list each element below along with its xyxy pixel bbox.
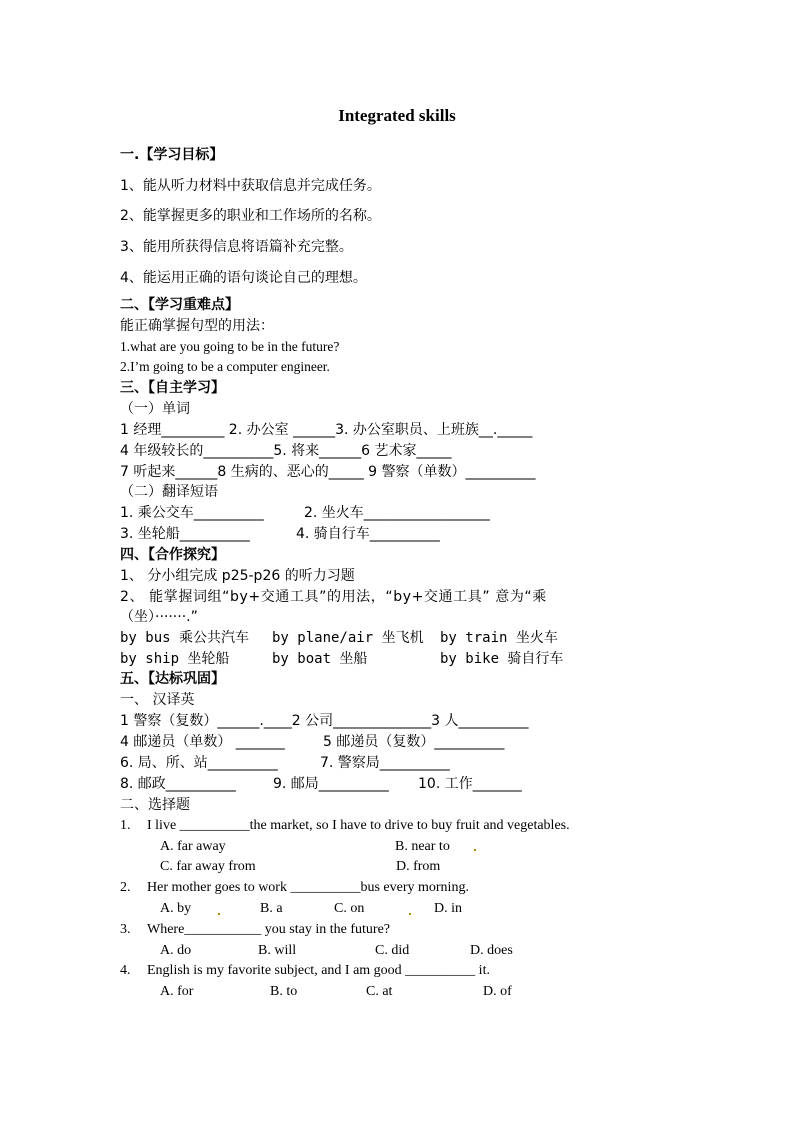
goal-item-2: 2、能掌握更多的职业和工作场所的名称。 [120,208,381,224]
section-heading-key-points: 二、【学习重难点】 [120,297,239,313]
sentence-pattern-1: 1.what are you going to be in the future? [120,339,340,354]
word-blanks-line-3: 7 听起来______8 生病的、恶心的_____ 9 警察（单数）__________ [120,464,536,480]
translation-postman-plural: 5 邮递员（复数）__________ [323,734,505,750]
subheading-phrases: （二）翻译短语 [120,484,218,500]
option-d: D. in [434,901,462,916]
translation-line-1: 1 警察（复数）______.____2 公司______________3 人__________ [120,713,529,729]
question-3-options [120,941,740,961]
question-1 [120,816,740,836]
option-d: D. from [396,859,441,874]
phrase-ship: 3. 坐轮船__________ [120,526,250,542]
transport-bus: by bus 乘公共汽车 [120,630,250,646]
translation-line-2 [120,732,740,752]
translation-work: 10. 工作_______ [418,776,522,792]
transport-row-2 [120,649,740,669]
translation-line-3 [120,753,740,773]
phrase-bus: 1. 乘公交车__________ [120,505,264,521]
question-stem: Her mother goes to work __________bus every morning. [147,880,469,895]
question-stem: English is my favorite subject, and I am good __________ it. [147,963,490,978]
stray-dot-mark [218,913,220,915]
question-number: 2. [120,880,131,895]
translation-station: 6. 局、所、站__________ [120,755,278,771]
option-a: A. do [160,943,192,958]
question-number: 3. [120,922,131,937]
page-title: Integrated skills [338,106,456,125]
section-heading-consolidation: 五、【达标巩固】 [120,671,225,687]
translation-postman-single: 4 邮递员（单数） _______ [120,734,285,750]
question-number: 4. [120,963,131,978]
option-c: C. at [366,984,393,999]
question-stem: Where___________ you stay in the future? [147,922,390,937]
cooperation-item-2: 2、 能掌握词组“by+交通工具”的用法，“by+交通工具” 意为“乘 [120,589,547,605]
phrase-row-1 [120,503,740,523]
question-1-options-row-2 [120,857,740,877]
question-1-options-row-1 [120,837,740,857]
question-2-options [120,899,740,919]
option-d: D. does [470,943,513,958]
option-c: C. on [334,901,365,916]
cooperation-item-2-cont: （坐）·······.” [120,609,198,625]
cooperation-item-1: 1、 分小组完成 p25-p26 的听力习题 [120,568,355,584]
word-blanks-line-1: 1 经理_________ 2. 办公室 ______3. 办公室职员、上班族__._____ [120,422,533,438]
transport-row-1 [120,628,740,648]
transport-train: by train 坐火车 [440,630,558,646]
question-2 [120,878,740,898]
stray-dot-mark [409,913,411,915]
transport-bike: by bike 骑自行车 [440,651,564,667]
option-a: A. for [160,984,194,999]
translation-police-station: 7. 警察局__________ [320,755,450,771]
question-number: 1. [120,818,131,833]
transport-boat: by boat 坐船 [272,651,368,667]
subheading-words: （一）单词 [120,401,190,417]
option-c: C. did [375,943,410,958]
word-blanks-line-2: 4 年级较长的__________5. 将来______6 艺术家_____ [120,443,452,459]
option-b: B. near to [395,839,450,854]
translation-post-office: 9. 邮局__________ [273,776,389,792]
goal-item-1: 1、能从听力材料中获取信息并完成任务。 [120,178,381,194]
transport-plane: by plane/air 坐飞机 [272,630,424,646]
sentence-pattern-2: 2.I’m going to be a computer engineer. [120,359,330,374]
question-stem: I live __________the market, so I have to drive to buy fruit and vegetables. [147,818,570,833]
section-heading-cooperation: 四、【合作探究】 [120,547,225,563]
option-b: B. to [270,984,298,999]
option-b: B. will [258,943,297,958]
phrase-row-2 [120,524,740,544]
subheading-translation: 一、 汉译英 [120,692,195,708]
option-a: A. by [160,901,192,916]
question-3 [120,920,740,940]
translation-post: 8. 邮政__________ [120,776,236,792]
stray-dot-mark [474,849,476,851]
subheading-multiple-choice: 二、选择题 [120,797,190,813]
goal-item-3: 3、能用所获得信息将语篇补充完整。 [120,239,353,255]
option-c: C. far away from [160,859,256,874]
key-points-intro: 能正确掌握句型的用法： [120,318,274,334]
option-b: B. a [260,901,283,916]
translation-line-4 [120,774,740,794]
option-d: D. of [483,984,512,999]
question-4-options [120,982,740,1002]
section-heading-goals: 一.【学习目标】 [120,147,224,163]
section-heading-self-study: 三、【自主学习】 [120,380,225,396]
phrase-bike: 4. 骑自行车__________ [296,526,440,542]
goal-item-4: 4、能运用正确的语句谈论自己的理想。 [120,270,367,286]
transport-ship: by ship 坐轮船 [120,651,230,667]
option-a: A. far away [160,839,226,854]
phrase-train: 2. 坐火车__________________ [304,505,490,521]
question-4 [120,961,740,981]
